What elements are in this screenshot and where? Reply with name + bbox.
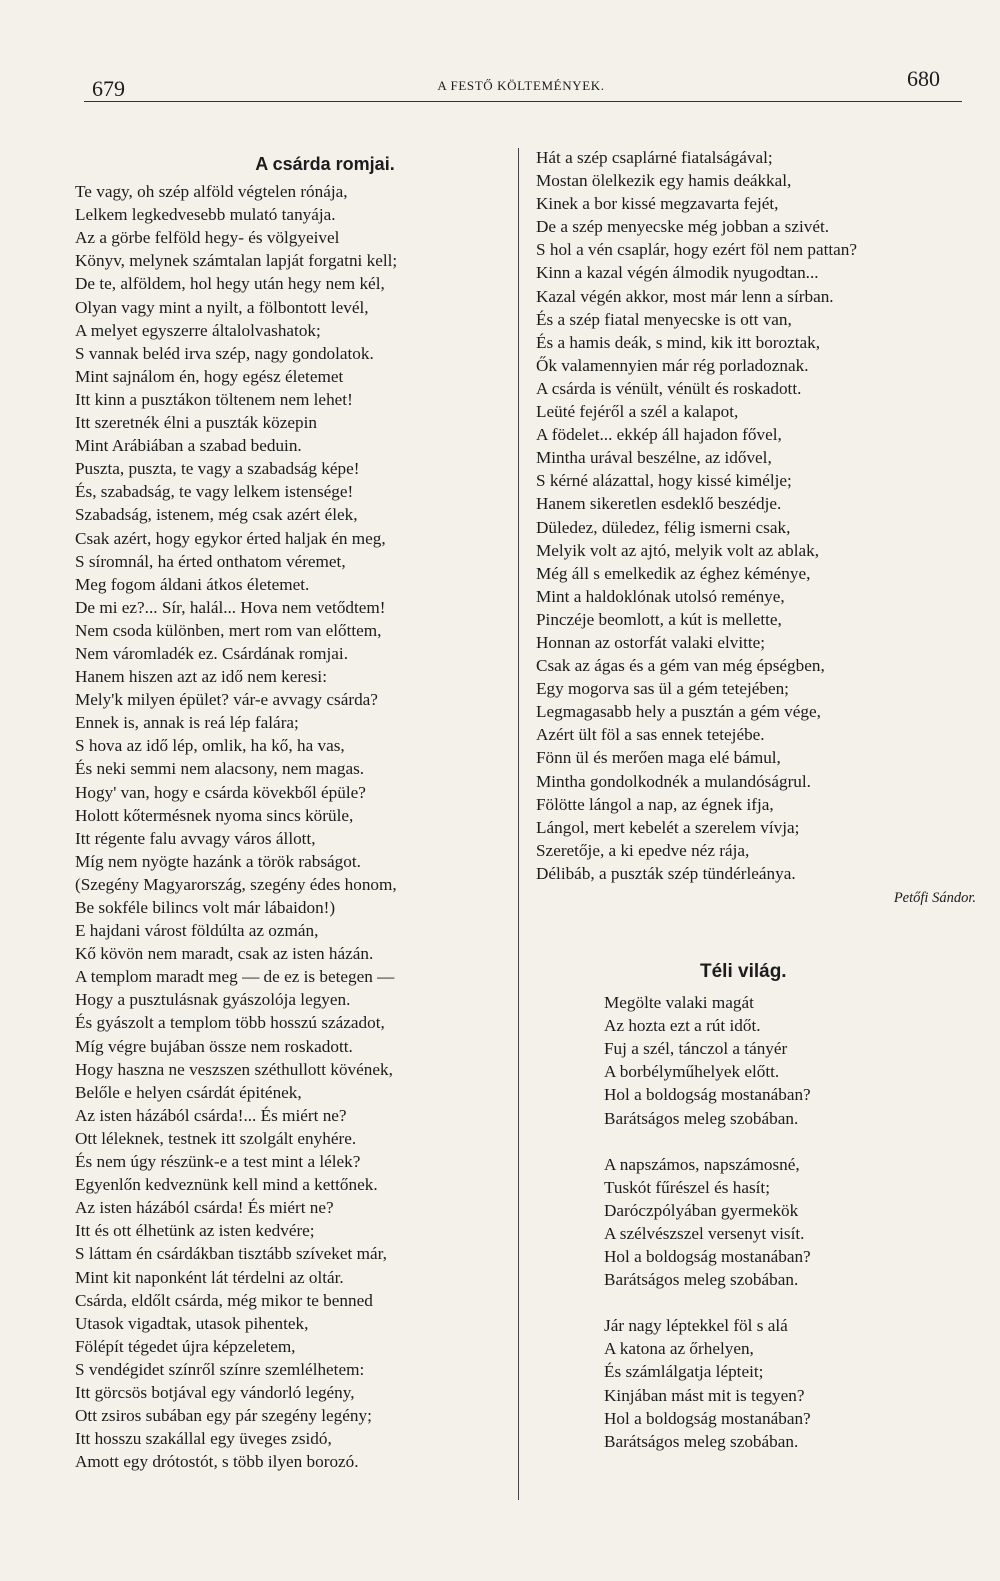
poem-line: A csárda is vénült, vénült és roskadott.: [536, 378, 802, 398]
poem-line: És számlálgatja lépteit;: [604, 1362, 764, 1382]
poem-line: Lángol, mert kebelét a szerelem vívja;: [536, 817, 800, 837]
poem-line: Kinek a bor kissé megzavarta fejét,: [536, 194, 779, 214]
poem-line: Azért ült föl a sas ennek tetejébe.: [536, 725, 765, 745]
poem-line: Az isten házából csárda!... És miért ne?: [75, 1105, 347, 1125]
left-column: [75, 153, 515, 1473]
poem-line: Hanem sikeretlen esdeklő beszédje.: [536, 494, 782, 514]
poem-line: Csárda, eldőlt csárda, még mikor te benned: [75, 1290, 373, 1310]
poem-line: Délibáb, a puszták szép tündérleánya.: [536, 863, 796, 883]
poem-line: Fönn ül és merően maga elé bámul,: [536, 748, 781, 768]
poem-line: A templom maradt meg — de ez is betegen —: [75, 967, 395, 987]
poem-line: Hol a boldogság mostanában?: [604, 1247, 811, 1267]
poem-line: Ott léleknek, testnek itt szolgált enyhére.: [75, 1128, 357, 1148]
poem-line: És nem úgy részünk-e a test mint a lélek?: [75, 1152, 361, 1172]
poem-line: Míg nem nyögte hazánk a török rabságot.: [75, 851, 361, 871]
poem-line: És, szabadság, te vagy lelkem istensége!: [75, 482, 354, 502]
poem-line: Utasok vigadtak, utasok pihentek,: [75, 1313, 309, 1333]
poem-line: Düledez, düledez, félig ismerni csak,: [536, 517, 791, 537]
poem-line: Könyv, melynek számtalan lapját forgatni kell;: [75, 251, 398, 271]
poem-line: A szélvészszel versenyt visít.: [604, 1223, 805, 1243]
header-rule: [84, 101, 962, 102]
poem-line: Te vagy, oh szép alföld végtelen rónája,: [75, 182, 348, 202]
poem-line: Fölépít tégedet újra képzeletem,: [75, 1336, 296, 1356]
poem-line: Puszta, puszta, te vagy a szabadság képe!: [75, 459, 360, 479]
poem-line: S hol a vén csaplár, hogy ezért föl nem pattan?: [536, 240, 857, 260]
poem-line: Mint Arábiában a szabad beduin.: [75, 436, 302, 456]
poem-line: Csak az ágas és a gém van még épségben,: [536, 656, 825, 676]
poem-line: De te, alföldem, hol hegy után hegy nem kél,: [75, 274, 385, 294]
poem-line: Barátságos meleg szobában.: [604, 1108, 799, 1128]
page-number-left: 679: [92, 76, 125, 101]
poem-line: Egyenlőn kedveznünk kell mind a kettőnek.: [75, 1175, 378, 1195]
poem-line: A melyet egyszerre általolvashatok;: [75, 320, 321, 340]
poem-line: Leüté fejéről a szél a kalapot,: [536, 402, 739, 422]
poem-line: Mostan ölelkezik egy hamis deákkal,: [536, 171, 792, 191]
author-signature: Petőfi Sándor.: [893, 890, 976, 906]
poem-line: Itt görcsös botjával egy vándorló legény,: [75, 1382, 355, 1402]
poem-line: De a szép menyecske még jobban a szivét.: [536, 217, 830, 237]
poem-body-left: [75, 180, 515, 1473]
poem-line: Egy mogorva sas ül a gém tetejében;: [536, 679, 789, 699]
poem-line: Kazal végén akkor, most már lenn a sírban.: [536, 286, 834, 306]
stanza: [604, 991, 964, 1130]
poem-line: Míg végre bujában össze nem roskadott.: [75, 1036, 353, 1056]
poem-line: A katona az őrhelyen,: [604, 1339, 754, 1359]
poem-line: Az a görbe felföld hegy- és völgyeivel: [75, 228, 340, 248]
poem-line: Honnan az ostorfát valaki elvitte;: [536, 632, 766, 652]
poem-line: Hogy a pusztulásnak gyászolója legyen.: [75, 990, 351, 1010]
stanza: [604, 1314, 964, 1453]
poem-line: Mint kit naponként lát térdelni az oltár.: [75, 1267, 344, 1287]
poem-line: Mint sajnálom én, hogy egész életemet: [75, 366, 344, 386]
poem-line: Hát a szép csaplárné fiatalságával;: [536, 148, 773, 167]
poem-stanzas: [604, 991, 964, 1453]
poem-line: Hanem hiszen azt az idő nem keresi:: [75, 667, 327, 687]
poem-line: Ők valamennyien már rég porladoznak.: [536, 355, 809, 375]
poem-line: S síromnál, ha érted onthatom véremet,: [75, 551, 346, 571]
poem-line: És a szép fiatal menyecske is ott van,: [536, 309, 792, 329]
poem-line: Hol a boldogság mostanában?: [604, 1408, 811, 1428]
poem-line: Kinn a kazal végén álmodik nyugodtan...: [536, 263, 819, 283]
poem-line: Tuskót fűrészel és hasít;: [604, 1177, 770, 1197]
poem-line: Itt szeretnék élni a puszták közepin: [75, 413, 317, 433]
poem-line: E hajdani várost földúlta az ozmán,: [75, 921, 319, 941]
poem-line: Még áll s emelkedik az éghez kéménye,: [536, 563, 811, 583]
poem-line: Szeretője, a ki epedve néz rája,: [536, 840, 750, 860]
poem-line: Barátságos meleg szobában.: [604, 1431, 799, 1451]
poem-line: Nem váromladék ez. Csárdának romjai.: [75, 643, 348, 663]
poem-line: Megölte valaki magát: [604, 993, 754, 1013]
poem-body-right: [536, 146, 966, 885]
poem-line: Olyan vagy mint a nyilt, a fölbontott levél,: [75, 297, 369, 317]
poem-line: Pinczéje beomlott, a kút is mellette,: [536, 609, 782, 629]
poem-line: És gyászolt a templom több hosszú századot,: [75, 1013, 385, 1033]
poem-line: Itt kinn a pusztákon töltenem nem lehet!: [75, 389, 353, 409]
poem-line: Daróczpólyában gyermekök: [604, 1200, 799, 1220]
poem-line: A napszámos, napszámosné,: [604, 1154, 800, 1174]
poem-line: Itt és ott élhetünk az isten kedvére;: [75, 1221, 315, 1241]
poem-line: S láttam én csárdákban tisztább szíveket már,: [75, 1244, 387, 1264]
stanza: [604, 1153, 964, 1292]
poem-line: Ott zsiros subában egy pár szegény legény;: [75, 1406, 372, 1426]
poem-line: Az hozta ezt a rút időt.: [604, 1016, 761, 1036]
poem-line: Melyik volt az ajtó, melyik volt az ablak,: [536, 540, 820, 560]
poem-line: Holott kőtermésnek nyoma sincs körüle,: [75, 805, 354, 825]
poem-line: Hol a boldogság mostanában?: [604, 1085, 811, 1105]
poem-line: Itt régente falu avvagy város állott,: [75, 828, 316, 848]
poem-line: A födelet... ekkép áll hajadon fővel,: [536, 425, 782, 445]
poem-line: Kinjában mást mit is tegyen?: [604, 1385, 805, 1405]
second-poem: [604, 960, 964, 1476]
poem-title: Téli világ.: [700, 961, 787, 982]
column-divider: [518, 148, 519, 1500]
poem-line: Szabadság, istenem, még csak azért élek,: [75, 505, 358, 525]
poem-line: Barátságos meleg szobában.: [604, 1270, 799, 1290]
poem-line: Hogy' van, hogy e csárda kövekből épüle?: [75, 782, 366, 802]
poem-line: És neki semmi nem alacsony, nem magas.: [75, 759, 365, 779]
page-header: [84, 62, 958, 102]
poem-line: Kő kövön nem maradt, csak az isten házán.: [75, 944, 374, 964]
poem-line: (Szegény Magyarország, szegény édes honom,: [75, 874, 397, 894]
poem-line: Legmagasabb hely a pusztán a gém vége,: [536, 702, 821, 722]
poem-line: Mintha urával beszélne, az idővel,: [536, 448, 772, 468]
poem-line: Nem csoda különben, mert rom van előttem,: [75, 620, 382, 640]
poem-line: A borbélyműhelyek előtt.: [604, 1062, 780, 1082]
poem-line: És a hamis deák, s mind, kik itt boroztak,: [536, 332, 821, 352]
poem-line: Itt hosszu szakállal egy üveges zsidó,: [75, 1429, 332, 1449]
poem-line: Fuj a szél, tánczol a tányér: [604, 1039, 788, 1059]
poem-line: Csak azért, hogy egykor érted haljak én meg,: [75, 528, 386, 548]
poem-line: Ennek is, annak is reá lép falára;: [75, 713, 299, 733]
poem-line: Hogy haszna ne veszszen széthullott kövének,: [75, 1059, 393, 1079]
poem-line: Lelkem legkedvesebb mulató tanyája.: [75, 205, 336, 225]
page-number-right: 680: [907, 66, 940, 91]
running-title: A FESTŐ KÖLTEMÉNYEK.: [437, 78, 605, 93]
poem-line: Jár nagy léptekkel föl s alá: [604, 1316, 788, 1336]
poem-line: S vendégidet színről színre szemlélhetem:: [75, 1359, 365, 1379]
poem-line: Meg fogom áldani átkos életemet.: [75, 574, 310, 594]
poem-line: Amott egy drótostót, s több ilyen borozó.: [75, 1452, 359, 1472]
poem-title: A csárda romjai.: [255, 154, 395, 174]
poem-line: Fölötte lángol a nap, az égnek ifja,: [536, 794, 774, 814]
right-column: [536, 146, 976, 910]
poem-line: Belőle e helyen csárdát épitének,: [75, 1082, 302, 1102]
poem-line: Az isten házából csárda! És miért ne?: [75, 1198, 334, 1218]
poem-line: S kérné alázattal, hogy kissé kimélje;: [536, 471, 792, 491]
poem-line: Mely'k milyen épület? vár-e avvagy csárda?: [75, 690, 378, 710]
poem-line: S vannak beléd irva szép, nagy gondolatok.: [75, 343, 374, 363]
poem-line: Mint a haldoklónak utolsó reménye,: [536, 586, 785, 606]
poem-line: De mi ez?... Sír, halál... Hova nem vetődtem!: [75, 597, 386, 617]
poem-line: Mintha gondolkodnék a mulandóságrul.: [536, 771, 811, 791]
poem-line: S hova az idő lép, omlik, ha kő, ha vas,: [75, 736, 345, 756]
poem-line: Be sokféle bilincs volt már lábaidon!): [75, 898, 336, 917]
